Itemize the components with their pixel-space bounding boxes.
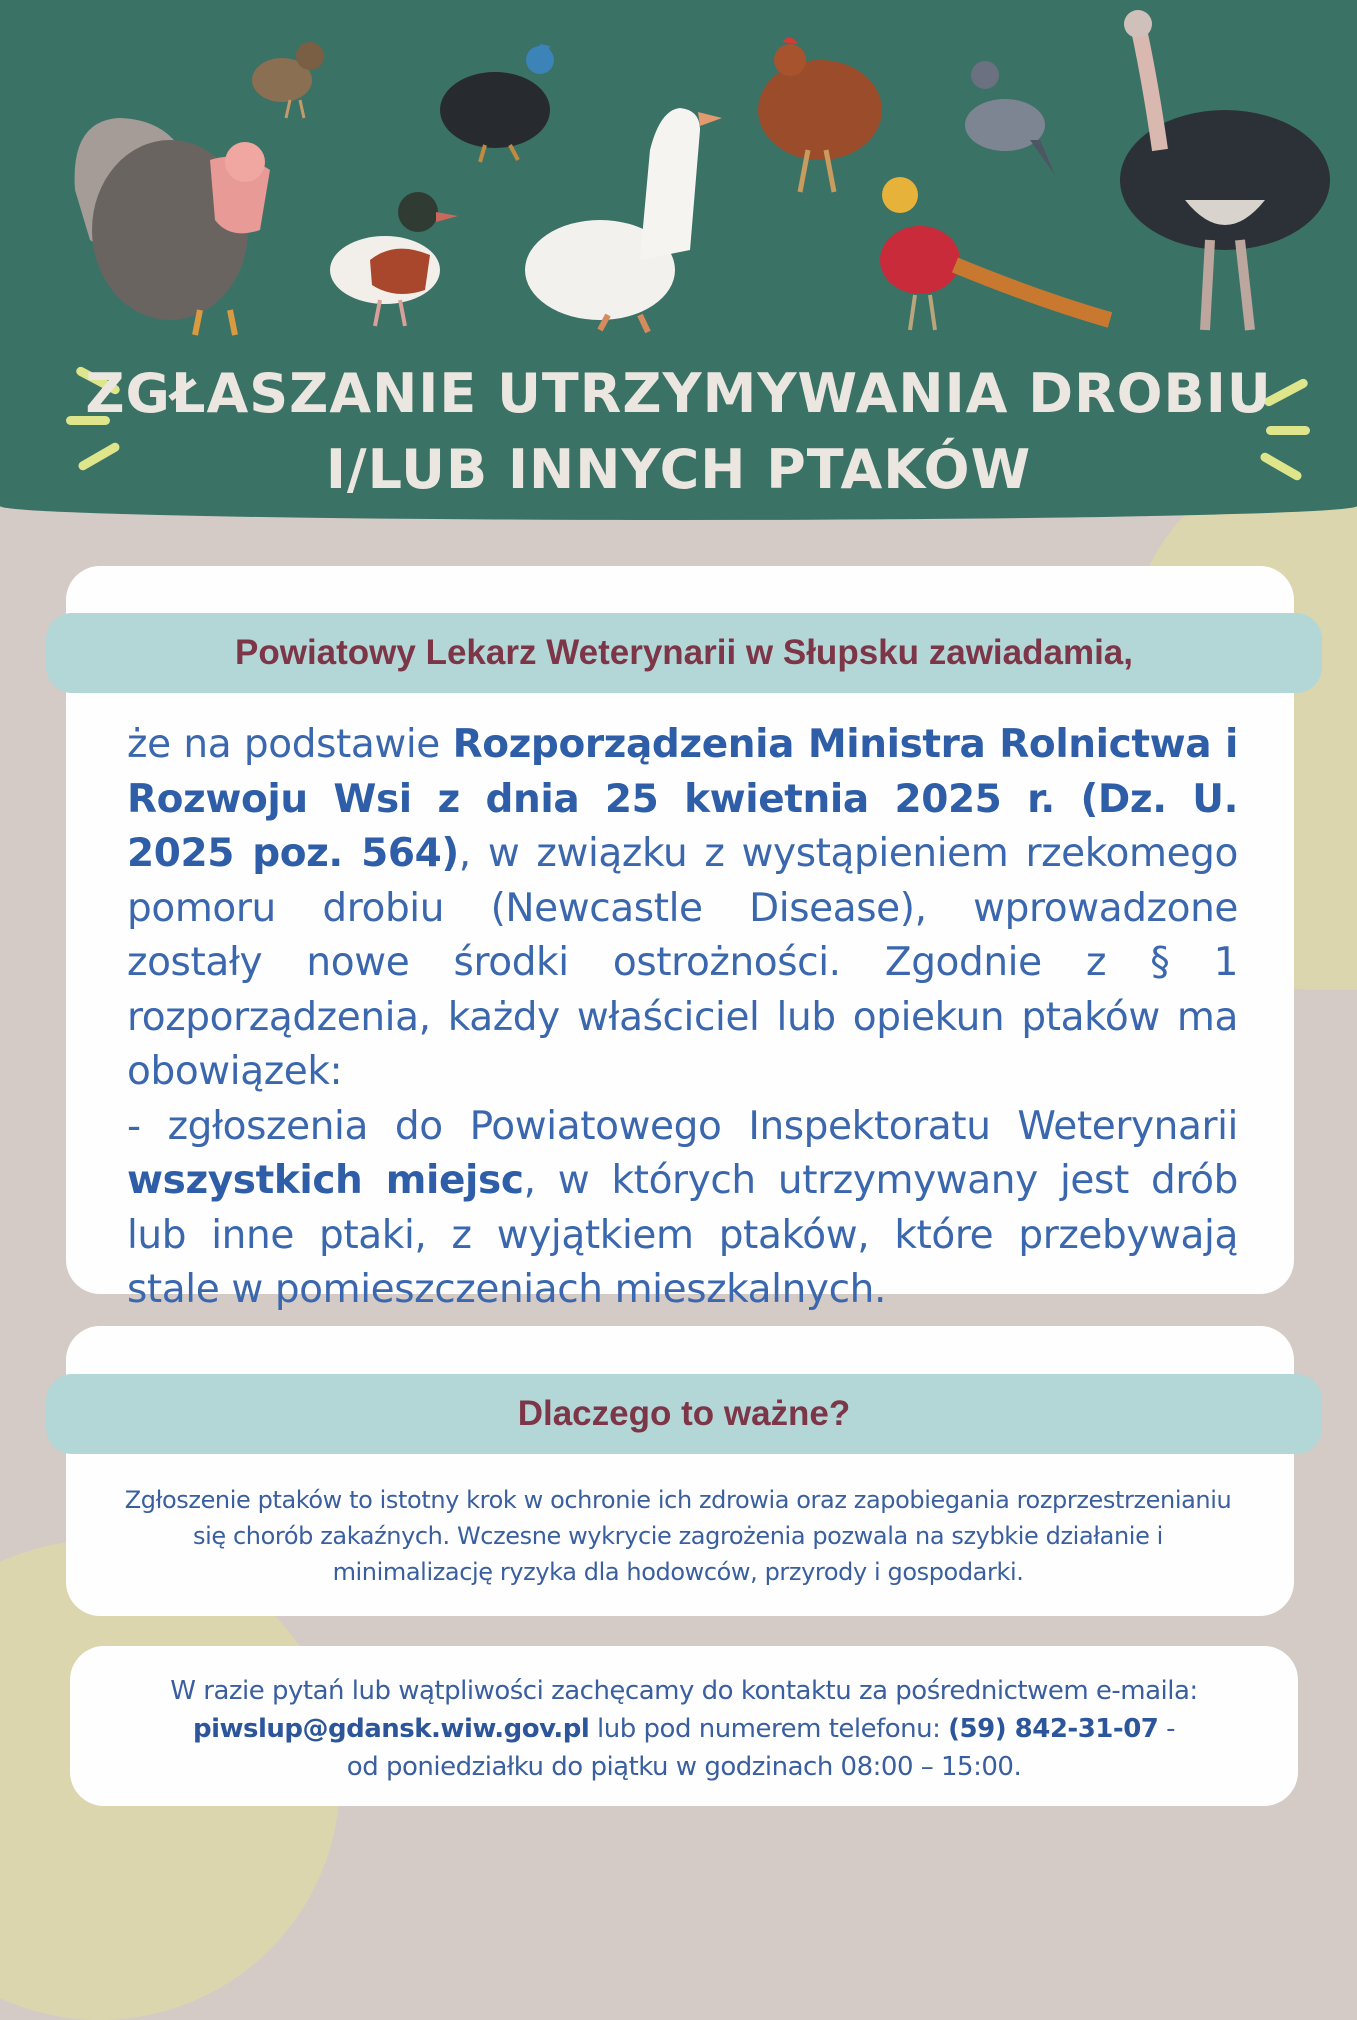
quail-icon bbox=[252, 42, 324, 118]
contact-phone[interactable]: (59) 842-31-07 bbox=[948, 1714, 1159, 1744]
announcement-paragraph-2: - zgłoszenia do Powiatowego Inspektoratu Weterynarii wszystkich miejsc, w których utrzymywany jest drób lub inne ptaki, z wyjątkiem ptaków, które przebywają stale w pomieszczeniach mieszkalnych. bbox=[127, 1103, 1238, 1312]
goose-icon bbox=[525, 108, 722, 332]
ostrich-icon bbox=[1120, 10, 1330, 330]
contact-line-3: od poniedziałku do piątku w godzinach 08:00 – 15:00. bbox=[346, 1752, 1022, 1782]
guinea-fowl-icon bbox=[440, 45, 554, 162]
contact-line-2: piwslup@gdansk.wiw.gov.pl lub pod numerem telefonu: (59) 842-31-07 - bbox=[192, 1714, 1176, 1744]
announcement-heading: Powiatowy Lekarz Weterynarii w Słupsku zawiadamia, bbox=[46, 613, 1322, 693]
turkey-icon bbox=[75, 118, 270, 335]
pigeon-icon bbox=[965, 61, 1055, 175]
contact-email-link[interactable]: piwslup@gdansk.wiw.gov.pl bbox=[192, 1714, 590, 1744]
title-line-2: I/LUB INNYCH PTAKÓW bbox=[325, 438, 1032, 501]
announcement-body bbox=[127, 718, 1238, 1318]
hen-icon bbox=[758, 37, 882, 192]
title-line-1: ZGŁASZANIE UTRZYMYWANIA DROBIU bbox=[85, 362, 1272, 425]
duck-icon bbox=[330, 192, 458, 326]
contact-text bbox=[70, 1672, 1298, 1786]
contact-line-1: W razie pytań lub wątpliwości zachęcamy do kontaktu za pośrednictwem e-maila: bbox=[170, 1676, 1198, 1706]
golden-pheasant-icon bbox=[880, 177, 1110, 330]
header-banner bbox=[0, 0, 1357, 520]
announcement-paragraph-1: że na podstawie Rozporządzenia Ministra Rolnictwa i Rozwoju Wsi z dnia 25 kwietnia 2025 r. (Dz. U. 2025 poz. 564), w związku z wystąpieniem rzekomego pomoru drobiu (Newcastle Disease), wprowadzone zostały nowe środki ostrożności. Zgodnie z § 1 rozporządzenia, każdy właściciel lub opiekun ptaków ma obowiązek: bbox=[127, 722, 1239, 1094]
why-text: Zgłoszenie ptaków to istotny krok w ochronie ich zdrowia oraz zapobiegania rozprzestrzenianiu się chorób zakaźnych. Wczesne wykrycie zagrożenia pozwala na szybkie działanie i minimalizację ryzyka dla hodowców, przyrody i gospodarki. bbox=[124, 1486, 1232, 1586]
why-heading: Dlaczego to ważne? bbox=[46, 1374, 1322, 1454]
page-title bbox=[0, 356, 1357, 508]
